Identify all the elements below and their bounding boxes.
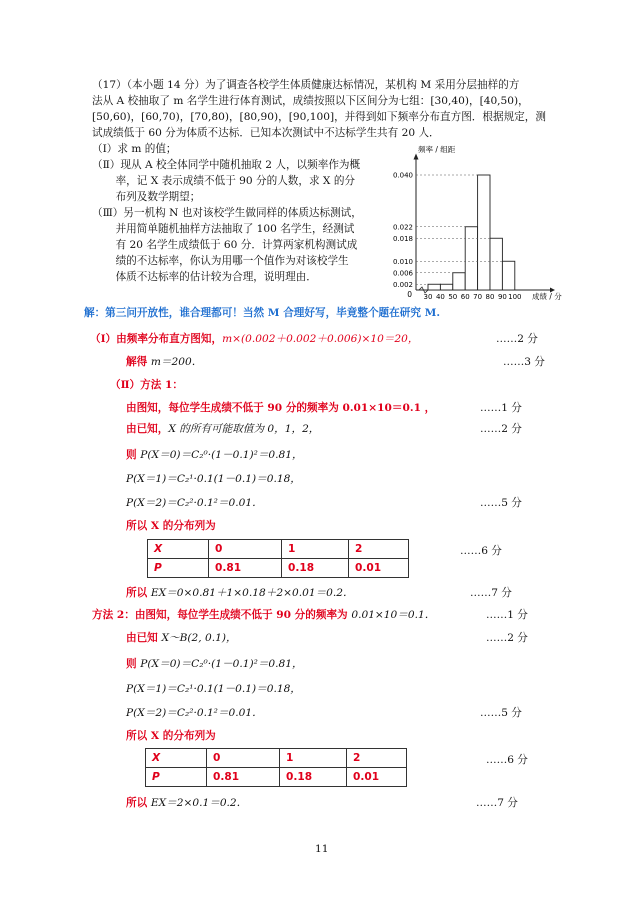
x-tick-label: 40 [435, 293, 445, 300]
distribution-table-2 [145, 748, 407, 787]
table-cell: 0 [209, 540, 282, 559]
problem-line: 试成绩低于 60 分为体质不达标．已知本次测试中不达标学生共有 20 人． [92, 127, 440, 139]
table-cell: 0.01 [347, 768, 407, 787]
histogram-bar [453, 273, 465, 290]
m2-line7 [126, 795, 247, 810]
score-mark: ……7 分 [476, 797, 518, 809]
problem-line: 并用简单随机抽样方法抽取了 100 名学生，经测试 [92, 223, 355, 235]
m2-line1-math: 0.01×10＝0.1． [351, 609, 436, 621]
m1-line7-text: 所以 [126, 587, 151, 599]
score-mark: ……5 分 [480, 707, 522, 719]
origin-label: 0 [407, 290, 412, 299]
table-cell: X [148, 540, 209, 559]
x-tick-label: 30 [423, 293, 433, 300]
score-mark: ……6 分 [486, 754, 528, 766]
m1-line2-math: X 的所有可能取值为 0，1，2， [168, 423, 320, 435]
m1-line3-math: P(X＝0)＝C₂⁰·(1－0.1)²＝0.81， [140, 449, 303, 461]
x-axis-label: 成绩 / 分 [532, 292, 562, 300]
m2-line1 [92, 607, 435, 622]
table-cell: 0.18 [280, 768, 347, 787]
problem-line: 率，记 X 表示成绩不低于 90 分的人数，求 X 的分 [92, 175, 356, 187]
problem-line: 有 20 名学生成绩低于 60 分．计算两家机构测试成 [92, 239, 358, 251]
m2-line3-math: P(X＝0)＝C₂⁰·(1－0.1)²＝0.81， [140, 658, 303, 670]
problem-line: 法从 A 校抽取了 m 名学生进行体育测试，成绩按照以下区间分为七组：[30,40)，[40,50)， [92, 95, 529, 107]
part1-result-math: m＝200． [150, 356, 203, 368]
m1-line1: 由图知，每位学生成绩不低于 90 分的频率为 0.01×10＝0.1 ， [126, 402, 436, 414]
problem-line: （17）（本小题 14 分）为了调查各校学生体质健康达标情况，某机构 M 采用分层抽样的方 [92, 79, 520, 91]
table-cell: 0 [207, 749, 280, 768]
part2-title: （Ⅱ）方法 1： [110, 379, 183, 391]
y-axis-arrow [414, 154, 419, 160]
m2-line3-text: 则 [126, 658, 141, 670]
m2-line5: P(X＝2)＝C₂²·0.1²＝0.01． [126, 707, 263, 719]
problem-line: 绩的不达标率，你认为用哪一个值作为对该校学生 [92, 255, 349, 267]
m2-line7-math: EX＝2×0.1＝0.2． [150, 797, 248, 809]
part1-text: （Ⅰ）由频率分布直方图知， [90, 333, 223, 345]
problem-line: （Ⅲ）另一机构 N 也对该校学生做同样的体质达标测试， [92, 207, 362, 219]
problem-line: （Ⅰ）求 m 的值； [92, 143, 177, 155]
m1-line2-text: 由已知， [126, 423, 169, 435]
score-mark: ……3 分 [503, 356, 545, 368]
table-cell: 0.81 [207, 768, 280, 787]
histogram-bar [478, 175, 490, 290]
m2-line2-math: X～B(2, 0.1)， [161, 632, 237, 644]
part1-math: m×(0.002＋0.002＋0.006)×10＝20， [222, 333, 419, 345]
histogram-bar [440, 284, 452, 290]
x-tick-label: 100 [508, 293, 522, 300]
score-mark: ……6 分 [460, 545, 502, 557]
part1-line [90, 331, 418, 346]
m1-line5: P(X＝2)＝C₂²·0.1²＝0.01． [126, 497, 263, 509]
problem-line: 布列及数学期望； [92, 191, 201, 203]
distribution-table [147, 539, 409, 578]
x-tick-label: 60 [460, 293, 470, 300]
y-tick-label: 0.002 [392, 280, 413, 289]
histogram-bar [465, 227, 477, 290]
problem-line: 体质不达标率的估计较为合理，说明理由． [92, 271, 317, 283]
histogram-bar [428, 284, 440, 290]
table-cell: 2 [347, 749, 407, 768]
y-tick-label: 0.010 [392, 257, 413, 266]
y-tick-label: 0.040 [392, 171, 413, 180]
x-tick-label: 90 [497, 293, 507, 300]
score-mark: ……1 分 [480, 402, 522, 414]
table-cell: 1 [280, 749, 347, 768]
table-cell: P [146, 768, 207, 787]
m2-line1-text: 方法 2：由图知，每位学生成绩不低于 90 分的频率为 [92, 609, 352, 621]
m2-line2-text: 由已知 [126, 632, 162, 644]
table-row [146, 768, 407, 787]
table-row [146, 749, 407, 768]
x-tick-label: 70 [473, 293, 483, 300]
score-mark: ……2 分 [496, 333, 538, 345]
score-mark: ……1 分 [486, 609, 528, 621]
m1-line4: P(X＝1)＝C₂¹·0.1(1－0.1)＝0.18， [126, 473, 301, 485]
m1-line3-text: 则 [126, 449, 141, 461]
m2-line4: P(X＝1)＝C₂¹·0.1(1－0.1)＝0.18， [126, 683, 301, 695]
table-cell: 0.81 [209, 559, 282, 578]
table-row [148, 559, 409, 578]
score-mark: ……7 分 [470, 587, 512, 599]
m2-line6: 所以 X 的分布列为 [126, 730, 216, 742]
table-cell: P [148, 559, 209, 578]
histogram-bar [490, 238, 502, 290]
score-mark: ……2 分 [480, 423, 522, 435]
y-axis-label: 频率 / 组距 [418, 145, 456, 154]
problem-line: （Ⅱ）现从 A 校全体同学中随机抽取 2 人，以频率作为概 [92, 159, 361, 171]
table-cell: 1 [282, 540, 349, 559]
m1-line2 [126, 421, 319, 436]
x-tick-label: 50 [448, 293, 458, 300]
table-cell: 0.01 [349, 559, 409, 578]
y-tick-label: 0.022 [392, 223, 413, 232]
part1-result [126, 354, 202, 369]
table-cell: 0.18 [282, 559, 349, 578]
page-number: 11 [315, 843, 329, 855]
y-tick-label: 0.006 [392, 269, 413, 278]
m1-line3 [126, 447, 303, 462]
m2-line2 [126, 630, 237, 645]
score-mark: ……2 分 [486, 632, 528, 644]
m2-line3 [126, 656, 303, 671]
frequency-histogram [372, 140, 572, 300]
histogram-bar [502, 261, 514, 290]
table-row [148, 540, 409, 559]
m1-line6: 所以 X 的分布列为 [126, 520, 216, 532]
m2-line7-text: 所以 [126, 797, 151, 809]
x-tick-label: 80 [485, 293, 495, 300]
problem-line: [50,60)，[60,70)，[70,80)，[80,90)，[90,100]，并得到如下频率分布直方图．根据规定，测 [92, 111, 546, 123]
y-tick-label: 0.018 [392, 234, 413, 243]
m1-line7-math: EX＝0×0.81＋1×0.18＋2×0.01＝0.2． [150, 587, 354, 599]
m1-line7 [126, 585, 354, 600]
part1-result-text: 解得 [126, 356, 151, 368]
score-mark: ……5 分 [480, 497, 522, 509]
table-cell: X [146, 749, 207, 768]
table-cell: 2 [349, 540, 409, 559]
solution-intro: 解：第三问开放性，谁合理都可！当然 M 合理好写，毕竟整个题在研究 M. [84, 307, 441, 319]
